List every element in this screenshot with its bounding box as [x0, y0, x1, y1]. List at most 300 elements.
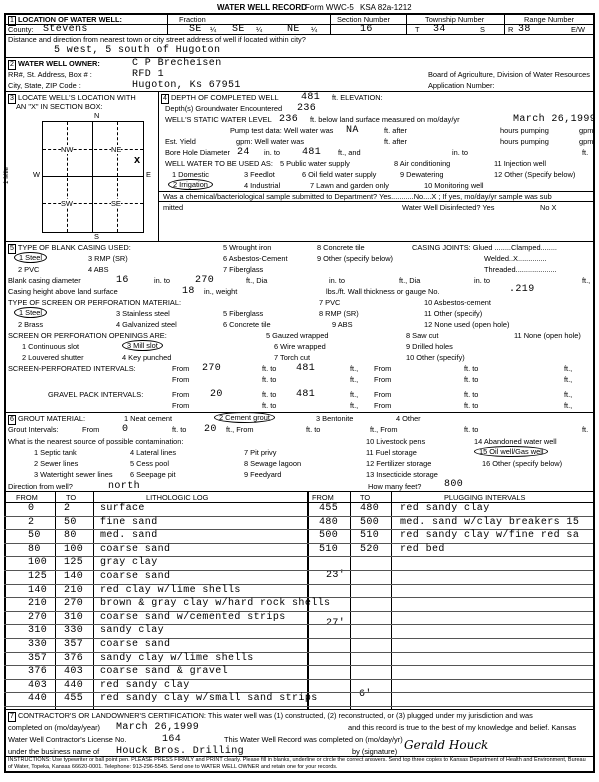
log-description-cell: surface [100, 503, 145, 514]
opening-option: 6 Wire wrapped [274, 342, 326, 351]
section-number: 3 [10, 95, 14, 102]
casing-option: 2 PVC [18, 265, 40, 274]
spi-from-value: 270 [202, 363, 222, 374]
log-from-cell: 50 [28, 530, 41, 542]
use-option: 11 Injection well [494, 159, 547, 168]
log-to-cell: 440 [64, 679, 84, 691]
static-level-value: 236 [279, 114, 299, 125]
source-option: 7 Pit privy [244, 448, 277, 457]
spi-from-label: From [172, 364, 190, 373]
ft-after: ft. after [384, 126, 408, 135]
grout-from-label: From [82, 425, 100, 434]
direction-label: Direction from well? [8, 482, 73, 491]
log-to-cell: 403 [64, 666, 84, 678]
application-label: Application Number: [428, 81, 495, 90]
screen-option: 10 Asbestos-cement [424, 298, 491, 307]
fraction-3: NE [287, 24, 300, 35]
grout-ft-from: ft., From [226, 425, 254, 434]
township-s: S [480, 25, 485, 34]
spi-to-label-2: ft. to [464, 364, 479, 373]
certification-text: CONTRACTOR'S OR LANDOWNER'S CERTIFICATION: This water well was (1) constructed, (2) reconstructed, or (3) plugged under my jurisdiction and was [17, 711, 533, 720]
screen-option: 2 Brass [18, 320, 44, 329]
log-from-cell: 270 [28, 611, 48, 623]
rr-value: RFD 1 [132, 69, 165, 80]
rule [4, 665, 593, 666]
log-to-cell: 376 [64, 652, 84, 664]
log-from-cell: 125 [28, 571, 48, 582]
casing-height-label: Casing height above land surface [8, 287, 118, 296]
spi-label: SCREEN-PERFORATED INTERVALS: [8, 364, 136, 373]
hours-pumping: hours pumping [500, 137, 549, 146]
gp-from-label-4: From [374, 401, 392, 410]
bore-in-to: in. to [264, 148, 281, 157]
log-to-cell: 455 [64, 693, 84, 705]
quadrant-ne: NE [111, 145, 122, 154]
source-option: 2 Sewer lines [34, 459, 79, 468]
screen-option: 12 None used (open hole) [424, 320, 510, 329]
plug-from-cell: 480 [319, 516, 339, 528]
grout-option: 3 Bentonite [316, 414, 354, 423]
rule [4, 611, 593, 612]
gp-from-label-2: From [374, 390, 392, 399]
rule [158, 91, 159, 241]
owner-label: WATER WELL OWNER: [17, 59, 100, 68]
log-description-cell: coarse sand [100, 639, 171, 650]
license-tail: This Water Well Record was completed on (mo/day/yr) [224, 735, 403, 744]
rule [4, 556, 593, 557]
pump-test-value: NA [346, 125, 359, 136]
use-option: 10 Monitoring well [424, 181, 484, 190]
grout-ft-from-2: ft., From [370, 425, 398, 434]
locate-label-2: AN "X" IN SECTION BOX: [16, 102, 103, 111]
rule [93, 491, 94, 709]
rule [4, 570, 593, 571]
plug-to-cell: 520 [360, 543, 380, 555]
log-description-cell: red clay w/lime shells [100, 584, 241, 596]
lithologic-log-header: LITHOLOGIC LOG [146, 493, 209, 502]
blank-casing-label: Blank casing diameter [8, 276, 81, 285]
plug-to-cell: 510 [360, 530, 380, 542]
county-label: County: [8, 25, 34, 34]
log-to-cell: 210 [64, 584, 84, 596]
bore-to: 481 [302, 147, 322, 158]
opening-option: 5 Gauzed wrapped [266, 331, 329, 340]
quadrant-se: SE [111, 199, 121, 208]
use-option: 12 Other (Specify below) [494, 170, 576, 179]
static-level-text: ft. below land surface measured on mo/day/yr [310, 115, 460, 124]
water-well-record-form [4, 3, 595, 777]
depth-mark: 6' [359, 689, 372, 700]
range-r: R [508, 25, 514, 34]
casing-option: 9 Other (specify below) [317, 254, 393, 263]
use-option: 5 Public water supply [280, 159, 350, 168]
log-from-cell: 100 [28, 557, 48, 569]
compass-s: S [94, 232, 99, 241]
compass-w: W [33, 170, 40, 179]
log-from-cell: 140 [28, 584, 48, 596]
rule [4, 771, 595, 773]
disinfected-label: Water Well Disinfected? Yes [402, 203, 495, 212]
section-label: LOCATION OF WATER WELL: [17, 15, 122, 24]
gp-from-label-3: From [172, 401, 190, 410]
section-number: 7 [10, 713, 14, 720]
range-label: Range Number [524, 15, 575, 24]
source-option: 4 Lateral lines [130, 448, 177, 457]
blank-in-to: in. to [474, 276, 491, 285]
use-option: 4 Industrial [244, 181, 281, 190]
screen-option: 4 Galvanized steel [116, 320, 177, 329]
static-level-date: March 26,1999 [513, 114, 597, 125]
screen-option: 8 RMP (SR) [319, 309, 359, 318]
gpm: gpm [579, 137, 594, 146]
chem-mitted: mitted [163, 203, 184, 212]
rule [4, 543, 593, 544]
casing-option-selected: 1 Steel [14, 252, 47, 263]
log-from-cell: 2 [28, 516, 35, 528]
quadrant-sw: SW [61, 199, 73, 208]
opening-option: 1 Continuous slot [22, 342, 80, 351]
section-number-label: Section Number [337, 15, 390, 24]
section-number: 4 [163, 95, 167, 102]
openings-label: SCREEN OR PERFORATION OPENINGS ARE: [8, 331, 167, 340]
log-to-cell: 330 [64, 625, 84, 637]
opening-option: 4 Key punched [122, 353, 172, 362]
compass-n: N [94, 111, 100, 120]
rule [4, 13, 6, 771]
depth-mark: 23' [326, 570, 346, 581]
grout-ft-to-3: ft. to [464, 425, 479, 434]
gp-from-label: From [172, 390, 190, 399]
screen-option: 5 Fiberglass [223, 309, 264, 318]
instructions: INSTRUCTIONS: Use typewriter or ball point pen. PLEASE PRESS FIRMLY and PRINT clearly. Please fill in blanks, underline or circle the correct answers. Send top three copies to Kansas Department of Health and Environment, Bureau of Water, Topeka, Kansas 66620-0001. Telephone: 913-296-5545. Send one to WATER WELL OWNER and retain one for your records. [8, 757, 586, 770]
source-option-selected: 15 Oil well/Gas well [474, 446, 548, 457]
city-value: Hugoton, Ks 67951 [132, 80, 241, 91]
signature: Gerald Houck [404, 738, 489, 752]
gravel-pack-label: GRAVEL PACK INTERVALS: [48, 390, 144, 399]
source-option: 3 Watertight sewer lines [34, 470, 113, 479]
grout-label: GROUT MATERIAL: [17, 414, 86, 423]
owner-value: C P Brecheisen [132, 58, 222, 69]
log-to-cell: 2 [64, 503, 71, 514]
screen-option: 9 ABS [332, 320, 353, 329]
casing-option: 3 RMP (SR) [88, 254, 128, 263]
use-option-selected: 2 Irrigation [168, 179, 213, 190]
completed-label: completed on (mo/day/year) [8, 723, 101, 732]
rule [4, 624, 593, 625]
contamination-label: What is the nearest source of possible contamination: [8, 437, 184, 446]
spi-ft-3: ft., [350, 375, 359, 384]
business-value: Houck Bros. Drilling [116, 746, 245, 757]
rule [4, 706, 593, 707]
quarter-mark: ¼ [210, 25, 217, 34]
groundwater-1: 236 [297, 103, 317, 114]
log-from-cell: 210 [28, 598, 48, 610]
log-description-cell: med. sand [100, 530, 158, 542]
gp-from-value: 20 [210, 389, 223, 400]
opening-option-selected: 3 Mill slot [122, 340, 163, 351]
fraction-2: SE [232, 24, 245, 35]
rule [55, 491, 56, 709]
source-option: 6 Seepage pit [130, 470, 176, 479]
rule [4, 584, 593, 585]
casing-lbs: lbs./ft. Wall thickness or gauge No. [326, 287, 440, 296]
gp-ft-4: ft., [564, 401, 573, 410]
log-description-cell: brown & gray clay w/hard rock shells [100, 598, 331, 610]
depth-label: DEPTH OF COMPLETED WELL [170, 93, 279, 102]
grout-from-value: 0 [122, 424, 129, 435]
gp-ft-2: ft., [564, 390, 573, 399]
log-description-cell: sandy clay [100, 625, 165, 637]
gp-to-value: 481 [296, 389, 316, 400]
casing-option: 8 Concrete tile [317, 243, 365, 252]
grout-to-value: 20 [204, 424, 217, 435]
gp-to-label: ft. to [262, 390, 277, 399]
ft-after: ft. after [384, 137, 408, 146]
grout-option-selected: 2 Cement grout [214, 412, 275, 423]
bore-diameter: 24 [237, 147, 250, 158]
depth-mark: 27' [326, 618, 346, 629]
source-option: 13 Insecticide storage [366, 470, 438, 479]
log-to-cell: 50 [64, 516, 77, 528]
blank-ft-dia: ft., Dia [399, 276, 421, 285]
log-description-cell: sandy clay w/lime shells [100, 652, 254, 664]
fraction-label: Fraction [179, 15, 206, 24]
log-from-cell: 376 [28, 666, 48, 678]
source-option: 14 Abandoned water well [474, 437, 557, 446]
gp-to-label-2: ft. to [464, 390, 479, 399]
source-option: 8 Sewage lagoon [244, 459, 302, 468]
depth-value: 481 [301, 92, 321, 103]
log-from-header: FROM [16, 493, 38, 502]
log-from-cell: 330 [28, 639, 48, 650]
log-from-cell: 0 [28, 503, 35, 514]
plugging-intervals-header: PLUGGING INTERVALS [444, 493, 526, 502]
opening-option: 7 Torch cut [274, 353, 311, 362]
screen-option: 6 Concrete tile [223, 320, 271, 329]
business-label: under the business name of [8, 747, 100, 756]
screen-material-label: TYPE OF SCREEN OR PERFORATION MATERIAL: [8, 298, 182, 307]
section-number: 5 [10, 245, 14, 252]
chem-sample-label: Was a chemical/bacteriological sample submitted to Department? Yes...........No....X ; If yes, mo/day/yr sample was sub [163, 192, 552, 201]
opening-option: 8 Saw cut [406, 331, 439, 340]
direction-value: north [108, 481, 141, 492]
opening-option: 2 Louvered shutter [22, 353, 84, 362]
log-description-cell: coarse sand [100, 543, 171, 555]
form-number: Form WWC-5 [305, 3, 354, 12]
signature-label: by (signature) [352, 747, 398, 756]
log-to-cell: 125 [64, 557, 84, 569]
county-value: Stevens [43, 24, 88, 35]
plug-from-cell: 500 [319, 530, 339, 542]
how-many-feet-label: How many feet? [368, 482, 422, 491]
blank-casing-to: 270 [195, 275, 215, 286]
log-description-cell: red sandy clay w/small sand strips [100, 693, 318, 705]
spi-from-label-2: From [374, 364, 392, 373]
static-level-label: WELL'S STATIC WATER LEVEL [165, 115, 272, 124]
log-from-cell: 403 [28, 679, 48, 691]
plug-from-cell: 455 [319, 503, 339, 514]
casing-option: 5 Wrought iron [223, 243, 272, 252]
bore-in-to-2: in. to [452, 148, 469, 157]
screen-option: 3 Stainless steel [116, 309, 170, 318]
log-to-cell: 310 [64, 611, 84, 623]
plug-description-cell: red sandy clay w/fine red sa [400, 530, 580, 542]
screen-option: 7 PVC [319, 298, 341, 307]
spi-to-label: ft. to [262, 364, 277, 373]
spi-from-label-4: From [374, 375, 392, 384]
blank-ft-dia: ft., Dia [246, 276, 268, 285]
grout-intervals-label: Grout Intervals: [8, 425, 59, 434]
pump-test-label: Pump test data: Well water was [230, 126, 334, 135]
completed-tail: and this record is true to the best of my knowledge and belief. Kansas [348, 723, 577, 732]
gp-ft-3: ft., [350, 401, 359, 410]
screen-option-selected: 1 Steel [14, 307, 47, 318]
township-value: 34 [433, 24, 446, 35]
grout-option: 1 Neat cement [124, 414, 173, 423]
log-to-cell: 80 [64, 530, 77, 542]
rule [4, 241, 593, 242]
blank-in-to: in. to [329, 276, 346, 285]
township-label: Township Number [425, 15, 485, 24]
rule [391, 491, 392, 709]
well-location-mark: x [134, 154, 141, 166]
use-option: 7 Lawn and garden only [310, 181, 389, 190]
opening-option: 9 Drilled holes [406, 342, 453, 351]
grout-ft: ft. [582, 425, 589, 434]
spi-ft: ft., [350, 364, 359, 373]
source-option: 10 Livestock pens [366, 437, 426, 446]
plug-from-cell: 510 [319, 543, 339, 555]
use-label: WELL WATER TO BE USED AS: [165, 159, 273, 168]
groundwater-label: Depth(s) Groundwater Encountered [165, 104, 283, 113]
quarter-mark: ¼ [256, 25, 263, 34]
log-from-cell: 357 [28, 652, 48, 664]
form-ksa: KSA 82a-1212 [360, 3, 412, 12]
board-label: Board of Agriculture, Division of Water Resources [428, 70, 590, 79]
quadrant-nw: NW [61, 145, 74, 154]
rule [4, 652, 593, 653]
casing-height-value: 18 [182, 286, 195, 297]
log-from-cell: 310 [28, 625, 48, 637]
log-description-cell: coarse sand & gravel [100, 666, 229, 678]
log-to-cell: 270 [64, 598, 84, 610]
gp-to-label-4: ft. to [464, 401, 479, 410]
grout-ft-to-2: ft. to [306, 425, 321, 434]
rule [4, 679, 593, 680]
spi-ft-2: ft., [564, 364, 573, 373]
distance-label: Distance and direction from nearest town or city street address of well if located within city? [8, 35, 306, 44]
use-option: 8 Air conditioning [394, 159, 451, 168]
log-description-cell: red sandy clay [100, 679, 190, 691]
disinfected-no: No X [540, 203, 557, 212]
log-from-cell: 440 [28, 693, 48, 705]
section-box [42, 121, 144, 233]
log-from-header: FROM [312, 493, 334, 502]
spi-to-value: 481 [296, 363, 316, 374]
rule [4, 412, 593, 413]
blank-ft: ft., [582, 276, 591, 285]
plug-description-cell: med. sand w/clay breakers 15 [400, 516, 580, 528]
gp-ft: ft., [350, 390, 359, 399]
log-to-cell: 100 [64, 543, 84, 555]
form-title: WATER WELL RECORD [217, 3, 307, 12]
rr-label: RR#, St. Address, Box # : [8, 70, 92, 79]
fraction-1: SE [189, 24, 202, 35]
blank-in-to: in. to [154, 276, 171, 285]
log-to-header: TO [360, 493, 371, 502]
log-to-cell: 140 [64, 571, 84, 582]
opening-option: 11 None (open hole) [514, 331, 581, 340]
plug-to-cell: 480 [360, 503, 380, 514]
log-description-cell: coarse sand [100, 571, 171, 582]
use-option: 9 Dewatering [400, 170, 444, 179]
rule [4, 91, 593, 92]
bore-label: Bore Hole Diameter [165, 148, 230, 157]
bore-ft-and: ft., and [338, 148, 361, 157]
quarter-mark: ¼ [311, 25, 318, 34]
log-description-cell: fine sand [100, 516, 158, 528]
mile-label: 1 Mile [3, 166, 11, 185]
casing-label: TYPE OF BLANK CASING USED: [17, 243, 131, 252]
section-number: 1 [10, 17, 14, 24]
spi-ft-4: ft., [564, 375, 573, 384]
use-option: 1 Domestic [172, 170, 209, 179]
use-option: 3 Feedlot [244, 170, 275, 179]
casing-gauge: .219 [509, 284, 535, 295]
rule [158, 201, 593, 202]
grout-ft-to: ft. to [172, 425, 187, 434]
source-option: 5 Cess pool [130, 459, 170, 468]
plug-description-cell: red bed [400, 543, 445, 555]
rule [4, 57, 593, 58]
source-option: 12 Fertilizer storage [366, 459, 432, 468]
log-from-cell: 80 [28, 543, 41, 555]
casing-weight: in., weight [204, 287, 238, 296]
compass-e: E [146, 170, 151, 179]
plug-to-cell: 500 [360, 516, 380, 528]
source-option: 11 Fuel storage [366, 448, 417, 457]
distance-value: 5 west, 5 south of Hugoton [54, 45, 221, 56]
rule [350, 491, 351, 709]
use-option: 6 Oil field water supply [302, 170, 377, 179]
source-option: 9 Feedyard [244, 470, 282, 479]
log-to-cell: 357 [64, 639, 84, 650]
hours-pumping: hours pumping [500, 126, 549, 135]
spi-to-label-4: ft. to [464, 375, 479, 384]
casing-option: 7 Fiberglass [223, 265, 264, 274]
casing-option: 4 ABS [88, 265, 109, 274]
section-value: 16 [360, 24, 373, 35]
section-number: 2 [10, 61, 14, 68]
log-description-cell: coarse sand w/cemented strips [100, 611, 286, 623]
opening-option: 10 Other (specify) [406, 353, 465, 362]
how-many-feet-value: 800 [444, 479, 464, 490]
grout-option: 4 Other [396, 414, 421, 423]
elevation-label: ft. ELEVATION: [332, 93, 383, 102]
yield-label: Est. Yield [165, 137, 196, 146]
city-label: City, State, ZIP Code : [8, 81, 81, 90]
log-description-cell: gray clay [100, 557, 158, 569]
gpm: gpm [579, 126, 594, 135]
log-to-header: TO [66, 493, 77, 502]
spi-to-label-3: ft. to [262, 375, 277, 384]
yield-gpm: gpm: Well water was [236, 137, 305, 146]
township-t: T [415, 25, 420, 34]
rule [4, 638, 593, 639]
bore-ft: ft. [582, 148, 589, 157]
plug-description-cell: red sandy clay [400, 503, 490, 514]
screen-option: 11 Other (specify) [424, 309, 483, 318]
